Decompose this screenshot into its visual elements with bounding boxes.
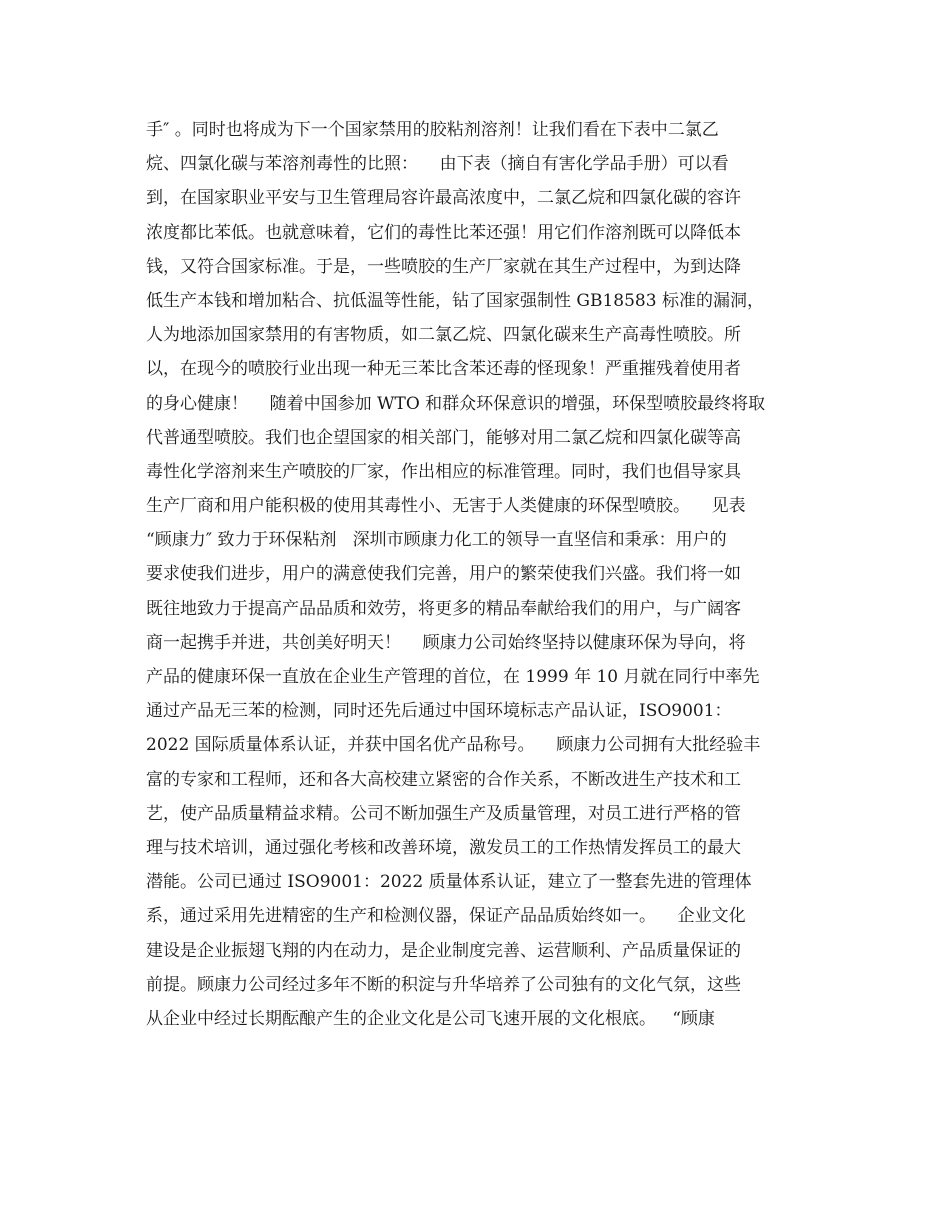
text-line: 从企业中经过长期酝酿产生的企业文化是公司飞速开展的文化根底。 “顾康	[146, 1008, 715, 1029]
text-line: 钱，又符合国家标准。于是，一些喷胶的生产厂家就在其生产过程中，为到达降	[146, 256, 741, 277]
text-line: 到，在国家职业平安与卫生管理局容许最高浓度中，二氯乙烷和四氯化碳的容许	[146, 188, 741, 209]
text-line: 前提。顾康力公司经过多年不断的积淀与升华培养了公司独有的文化气氛，这些	[146, 974, 741, 995]
text-line: 通过产品无三苯的检测，同时还先后通过中国环境标志产品认证，ISO9001：	[146, 701, 732, 722]
text-line: 手″ 。同时也将成为下一个国家禁用的胶粘剂溶剂！让我们看在下表中二氯乙	[146, 120, 719, 140]
text-line: “顾康力″ 致力于环保粘剂 深圳市顾康力化工的领导一直坚信和秉承：用户的	[146, 530, 727, 551]
text-line: 烷、四氯化碳与苯溶剂毒性的比照： 由下表（摘自有害化学品手册）可以看	[146, 154, 729, 175]
text-line: 富的专家和工程师，还和各大高校建立紧密的合作关系，不断改进生产技术和工	[146, 769, 741, 790]
text-line: 建设是企业振翅飞翔的内在动力，是企业制度完善、运营顺利、产品质量保证的	[146, 940, 741, 961]
text-line: 2022 国际质量体系认证，并获中国名优产品称号。 顾康力公司拥有大批经验丰	[146, 735, 761, 756]
text-line: 的身心健康！ 随着中国参加 WTO 和群众环保意识的增强，环保型喷胶最终将取	[146, 393, 766, 414]
text-line: 理与技术培训，通过强化考核和改善环境，激发员工的工作热情发挥员工的最大	[146, 837, 741, 858]
text-line: 潜能。公司已通过 ISO9001：2022 质量体系认证，建立了一整套先进的管理体	[146, 872, 752, 893]
text-line: 代普通型喷胶。我们也企望国家的相关部门，能够对用二氯乙烷和四氯化碳等高	[146, 427, 741, 448]
text-line: 低生产本钱和增加粘合、抗低温等性能，钻了国家强制性 GB18583 标准的漏洞，	[146, 290, 764, 311]
text-line: 要求使我们进步，用户的满意使我们完善，用户的繁荣使我们兴盛。我们将一如	[146, 564, 741, 585]
text-line: 商一起携手并进，共创美好明天！ 顾康力公司始终坚持以健康环保为导向，将	[146, 632, 746, 653]
text-line: 毒性化学溶剂来生产喷胶的厂家，作出相应的标准管理。同时，我们也倡导家具	[146, 461, 741, 482]
text-line: 既往地致力于提高产品品质和效劳，将更多的精品奉献给我们的用户，与广阔客	[146, 598, 741, 619]
text-line: 生产厂商和用户能积极的使用其毒性小、无害于人类健康的环保型喷胶。 见表	[146, 496, 746, 517]
text-line: 产品的健康环保一直放在企业生产管理的首位，在 1999 年 10 月就在同行中率先	[146, 667, 760, 687]
text-line: 系，通过采用先进精密的生产和检测仪器，保证产品品质始终如一。 企业文化	[146, 906, 746, 927]
text-line: 浓度都比苯低。也就意味着，它们的毒性比苯还强！用它们作溶剂既可以降低本	[146, 222, 741, 243]
text-line: 以，在现今的喷胶行业出现一种无三苯比含苯还毒的怪现象！严重摧残着使用者	[146, 359, 741, 380]
body-text	[146, 113, 816, 1036]
text-line: 人为地添加国家禁用的有害物质，如二氯乙烷、四氯化碳来生产高毒性喷胶。所	[146, 325, 741, 346]
text-line: 艺，使产品质量精益求精。公司不断加强生产及质量管理，对员工进行严格的管	[146, 803, 741, 824]
